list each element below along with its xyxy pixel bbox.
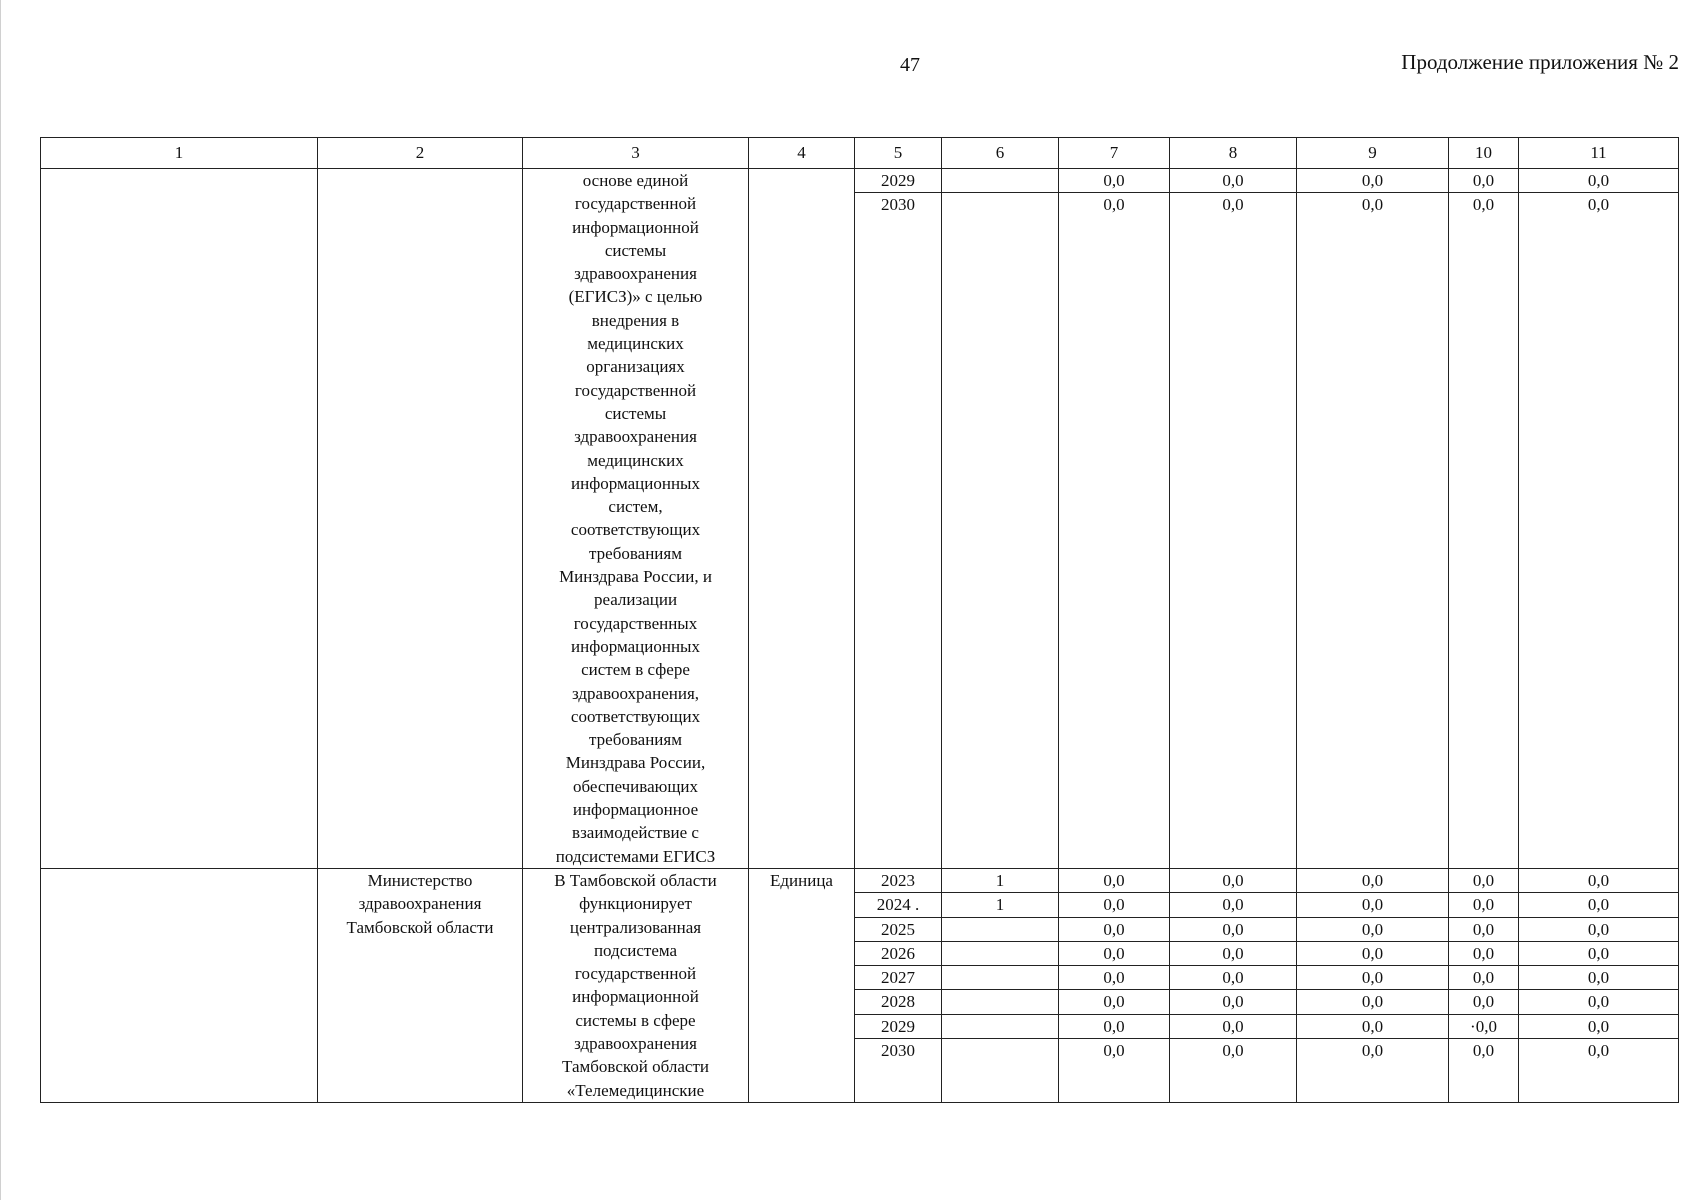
scan-edge-line [0,0,1,1200]
value-cell: 0,0 [1297,193,1449,869]
value-cell: 0,0 [1170,966,1297,990]
value-cell: 0,0 [1170,917,1297,941]
value-cell [942,1038,1059,1102]
year-cell: 2030 [855,1038,942,1102]
value-cell: 0,0 [1297,868,1449,892]
unit-cell: Единица [749,868,855,1102]
value-cell: 0,0 [1059,1038,1170,1102]
year-cell: 2025 [855,917,942,941]
value-cell: 0,0 [1519,1014,1679,1038]
page-number: 47 [900,54,920,76]
value-cell: 0,0 [1449,941,1519,965]
column-header: 9 [1297,138,1449,169]
value-cell: 0,0 [1519,868,1679,892]
measure-description: В Тамбовской области функционирует централизованная подсистема государственной информационной системы в сфере здравоохранения Тамбовской области «Телемедицинские [523,868,749,1102]
value-cell: 0,0 [1449,169,1519,193]
value-cell: 1 [942,893,1059,917]
table-cell [41,868,318,1102]
column-header: 7 [1059,138,1170,169]
value-cell: 0,0 [1449,868,1519,892]
value-cell: 0,0 [1059,966,1170,990]
table-row [41,169,1679,193]
value-cell: 0,0 [1519,917,1679,941]
value-cell: 0,0 [1519,941,1679,965]
value-cell: 0,0 [1059,193,1170,869]
appendix-continuation-label: Продолжение приложения № 2 [1401,50,1679,74]
year-cell: 2028 [855,990,942,1014]
year-cell: 2030 [855,193,942,869]
year-cell: 2026 [855,941,942,965]
value-cell: 0,0 [1170,1014,1297,1038]
column-number-header-row [41,138,1679,169]
value-cell [942,941,1059,965]
value-cell [942,193,1059,869]
value-cell [942,990,1059,1014]
value-cell: ·0,0 [1449,1014,1519,1038]
value-cell: 0,0 [1059,917,1170,941]
column-header: 5 [855,138,942,169]
value-cell: 0,0 [1170,941,1297,965]
value-cell: 0,0 [1170,868,1297,892]
year-cell: 2024 . [855,893,942,917]
column-header: 1 [41,138,318,169]
value-cell: 0,0 [1059,941,1170,965]
column-header: 11 [1519,138,1679,169]
value-cell [942,917,1059,941]
value-cell: 0,0 [1449,966,1519,990]
value-cell: 0,0 [1297,893,1449,917]
value-cell: 0,0 [1297,966,1449,990]
value-cell: 0,0 [1449,893,1519,917]
column-header: 4 [749,138,855,169]
table-cell [318,169,523,869]
value-cell: 0,0 [1519,1038,1679,1102]
column-header: 3 [523,138,749,169]
column-header: 6 [942,138,1059,169]
value-cell: 0,0 [1519,169,1679,193]
value-cell: 0,0 [1297,917,1449,941]
value-cell: 0,0 [1449,193,1519,869]
value-cell: 0,0 [1519,193,1679,869]
year-cell: 2029 [855,1014,942,1038]
value-cell: 0,0 [1449,1038,1519,1102]
table-cell [749,169,855,869]
year-cell: 2027 [855,966,942,990]
value-cell: 0,0 [1170,193,1297,869]
value-cell: 0,0 [1059,868,1170,892]
value-cell: 0,0 [1170,990,1297,1014]
year-cell: 2023 [855,868,942,892]
column-header: 10 [1449,138,1519,169]
value-cell: 0,0 [1297,1038,1449,1102]
column-header: 8 [1170,138,1297,169]
value-cell: 0,0 [1297,1014,1449,1038]
value-cell [942,966,1059,990]
value-cell: 0,0 [1059,169,1170,193]
column-header: 2 [318,138,523,169]
value-cell: 0,0 [1059,990,1170,1014]
value-cell [942,1014,1059,1038]
value-cell: 0,0 [1297,990,1449,1014]
value-cell: 0,0 [1449,990,1519,1014]
measure-description: основе единой государственной информационной системы здравоохранения (ЕГИСЗ)» с целью внедрения в медицинских организациях государственной системы здравоохранения медицинских информационных систем, соответствующих требованиям Минздрава России, и реализации государственных информационных систем в сфере здравоохранения, соответствующих требованиям Минздрава России, обеспечивающих информационное взаимодействие с подсистемами ЕГИСЗ [523,169,749,869]
value-cell: 0,0 [1170,893,1297,917]
value-cell: 0,0 [1170,1038,1297,1102]
value-cell: 0,0 [1519,966,1679,990]
table-row [41,868,1679,892]
responsible-executor: Министерство здравоохранения Тамбовской области [318,868,523,1102]
value-cell: 0,0 [1170,169,1297,193]
value-cell: 0,0 [1449,917,1519,941]
indicators-table [40,137,1679,1103]
value-cell: 0,0 [1059,1014,1170,1038]
value-cell: 1 [942,868,1059,892]
table-cell [41,169,318,869]
value-cell: 0,0 [1297,169,1449,193]
value-cell: 0,0 [1519,990,1679,1014]
value-cell [942,169,1059,193]
value-cell: 0,0 [1059,893,1170,917]
value-cell: 0,0 [1297,941,1449,965]
value-cell: 0,0 [1519,893,1679,917]
year-cell: 2029 [855,169,942,193]
